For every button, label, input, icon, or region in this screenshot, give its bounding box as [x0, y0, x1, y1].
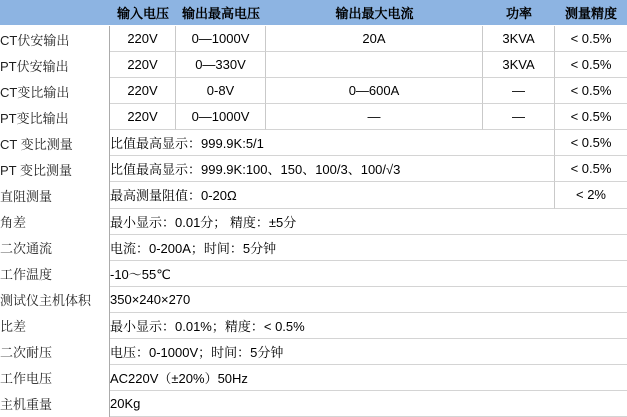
- table-row-pt-ratio-measure: [0, 156, 627, 182]
- row-label: 测试仪主机体积: [0, 287, 110, 313]
- row-label: PT变比输出: [0, 104, 110, 130]
- header-row: [0, 0, 627, 26]
- cell-accuracy: < 0.5%: [555, 52, 627, 78]
- cell-spec-description: -10～55℃: [110, 261, 627, 287]
- cell-input-voltage: 220V: [110, 78, 176, 104]
- table-row-ct-ratio-output: [0, 78, 627, 104]
- cell-accuracy: < 0.5%: [555, 26, 627, 52]
- row-label: PT 变比测量: [0, 156, 110, 182]
- table-row-host-dimensions: [0, 287, 627, 313]
- table-row-pt-va-output: [0, 52, 627, 78]
- table-row-working-voltage: [0, 365, 627, 391]
- cell-spec-description: 最高测量阻值：0-20Ω: [110, 182, 555, 208]
- col-header-max-output-current: 输出最大电流: [266, 0, 483, 26]
- row-label: 角差: [0, 209, 110, 235]
- cell-power: 3KVA: [483, 26, 555, 52]
- cell-accuracy: < 0.5%: [555, 104, 627, 130]
- cell-max-voltage: 0-8V: [176, 78, 266, 104]
- cell-spec-description: AC220V（±20%）50Hz: [110, 365, 627, 391]
- cell-accuracy: < 0.5%: [555, 156, 627, 182]
- row-label: 二次通流: [0, 235, 110, 261]
- cell-accuracy: < 0.5%: [555, 78, 627, 104]
- cell-spec-description: 比值最高显示：999.9K:5/1: [110, 130, 555, 156]
- cell-accuracy: < 2%: [555, 182, 627, 208]
- cell-spec-description: 电压：0-1000V；时间：5分钟: [110, 339, 627, 365]
- cell-spec-description: 最小显示：0.01分； 精度：±5分: [110, 209, 627, 235]
- row-label: 直阻测量: [0, 182, 110, 208]
- col-header-input-voltage: 输入电压: [110, 0, 176, 26]
- cell-spec-description: 最小显示：0.01%；精度：< 0.5%: [110, 313, 627, 339]
- cell-max-current: —: [266, 104, 483, 130]
- table-row-ct-va-output: [0, 26, 627, 52]
- table-row-dc-resistance: [0, 182, 627, 208]
- cell-max-voltage: 0—330V: [176, 52, 266, 78]
- cell-spec-description: 电流：0-200A；时间：5分钟: [110, 235, 627, 261]
- cell-power: —: [483, 104, 555, 130]
- table-row-ratio-error: [0, 313, 627, 339]
- table-row-host-weight: [0, 391, 627, 417]
- table-row-pt-ratio-output: [0, 104, 627, 130]
- row-label: 比差: [0, 313, 110, 339]
- cell-spec-description: 比值最高显示：999.9K:100、150、100/3、100/√3: [110, 156, 555, 182]
- row-label: 工作电压: [0, 365, 110, 391]
- cell-max-current: [266, 52, 483, 78]
- col-header-power: 功率: [483, 0, 555, 26]
- cell-spec-description: 350×240×270: [110, 287, 627, 313]
- cell-input-voltage: 220V: [110, 52, 176, 78]
- col-header-accuracy: 测量精度: [555, 0, 627, 26]
- table-row-angle-error: [0, 209, 627, 235]
- row-label: PT伏安输出: [0, 52, 110, 78]
- row-label: 主机重量: [0, 391, 110, 417]
- cell-input-voltage: 220V: [110, 26, 176, 52]
- header-corner: [0, 0, 110, 26]
- table-row-secondary-current: [0, 235, 627, 261]
- table-row-working-temperature: [0, 261, 627, 287]
- table-row-secondary-withstand: [0, 339, 627, 365]
- cell-max-current: 0—600A: [266, 78, 483, 104]
- cell-power: —: [483, 78, 555, 104]
- row-label: CT 变比测量: [0, 130, 110, 156]
- row-label: CT伏安输出: [0, 26, 110, 52]
- table-row-ct-ratio-measure: [0, 130, 627, 156]
- cell-accuracy: < 0.5%: [555, 130, 627, 156]
- cell-max-current: 20A: [266, 26, 483, 52]
- cell-max-voltage: 0—1000V: [176, 26, 266, 52]
- col-header-max-output-voltage: 输出最高电压: [176, 0, 266, 26]
- cell-max-voltage: 0—1000V: [176, 104, 266, 130]
- row-label: 工作温度: [0, 261, 110, 287]
- cell-spec-description: 20Kg: [110, 391, 627, 417]
- row-label: 二次耐压: [0, 339, 110, 365]
- cell-power: 3KVA: [483, 52, 555, 78]
- row-label: CT变比输出: [0, 78, 110, 104]
- cell-input-voltage: 220V: [110, 104, 176, 130]
